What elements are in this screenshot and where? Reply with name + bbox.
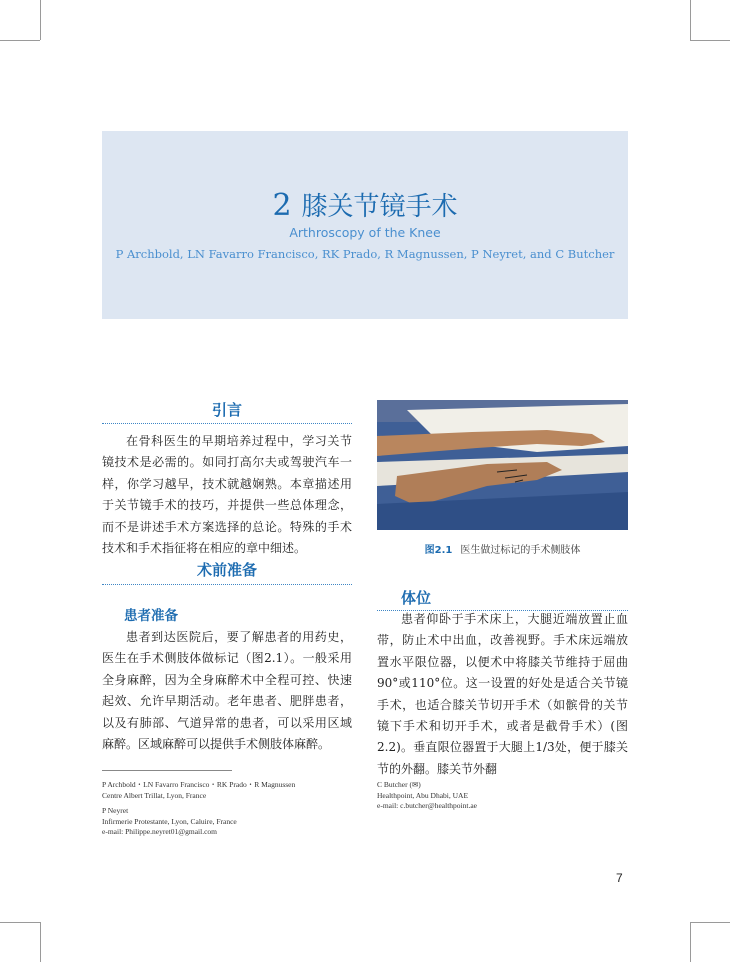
chapter-title [102,186,628,223]
footnote-affiliation: Healthpoint, Abu Dhabi, UAE [377,790,469,800]
intro-paragraph: 在骨科医生的早期培养过程中，学习关节镜技术是必需的。如同打高尔夫或驾驶汽车一样，你学习越早，技术就越娴熟。本章描述用于关节镜手术的技巧，并提供一些总体理念，而不是讲述手术方案选择的总论。特殊的手术技术和手术指征将在相应的章中细述。 [102,434,352,556]
footnote-email: e-mail: c.butcher@healthpoint.ae [377,801,477,810]
crop-mark [0,40,40,41]
footnote-rule [102,770,232,771]
chapter-number: 2 [272,188,292,223]
preop-heading: 术前准备 [196,561,257,579]
footnote-affiliation: Centre Albert Trillat, Lyon, France [102,790,207,800]
crop-mark [690,40,730,41]
footnote-author: P Neyret [102,806,129,815]
intro-divider [102,423,352,424]
page-number: 7 [616,871,623,885]
crop-mark [0,922,40,923]
footnote-authors: P Archbold・LN Favarro Francisco・RK Prado・R Magnussen [102,780,296,789]
crop-mark [40,0,41,40]
footnote-author: C Butcher (✉) [377,780,421,789]
chapter-authors: P Archbold, LN Favarro Francisco, RK Prado, R Magnussen, P Neyret, and C Butcher [115,247,615,261]
crop-mark [40,922,41,962]
chapter-subtitle: Arthroscopy of the Knee [289,225,441,240]
figure-label: 图2.1 [424,545,453,556]
preop-paragraph: 患者到达医院后，要了解患者的用药史，医生在手术侧肢体做标记（图2.1）。一般采用全身麻醉，因为全身麻醉术中全程可控、快速起效、允许早期活动。老年患者、肥胖患者，以及有肺部、气道异常的患者，可以采用区域麻醉。区域麻醉可以提供手术侧肢体麻醉。 [102,630,352,752]
figure-caption [377,541,628,556]
preop-divider [102,584,352,585]
position-paragraph: 患者仰卧于手术床上，大腿近端放置止血带，防止术中出血，改善视野。手术床远端放置水平限位器，以便术中将膝关节维持于屈曲90°或110°位。这一设置的好处是适合关节镜手术，也适合膝关节切开手术（如髌骨的关节镜下手术和切开手术，或者是截骨手术）(图2.2)。垂直限位器置于大腿上1/3处，便于膝关节的外翻。膝关节外翻 [377,612,628,776]
chapter-title-text: 膝关节镜手术 [301,192,458,222]
crop-mark [690,922,691,962]
footnote-left [102,780,352,838]
surgical-limb-photo [377,400,628,530]
footnote-affiliation: Infirmerie Protestante, Lyon, Caluire, France [102,816,237,826]
footnote-email: e-mail: Philippe.neyret01@gmail.com [102,827,218,836]
crop-mark [690,922,730,923]
intro-heading: 引言 [211,401,242,419]
position-heading: 体位 [401,589,432,607]
crop-mark [690,0,691,40]
figure-caption-text: 医生做过标记的手术侧肢体 [460,545,581,556]
patient-prep-heading: 患者准备 [124,608,178,624]
footnote-right [377,780,628,812]
